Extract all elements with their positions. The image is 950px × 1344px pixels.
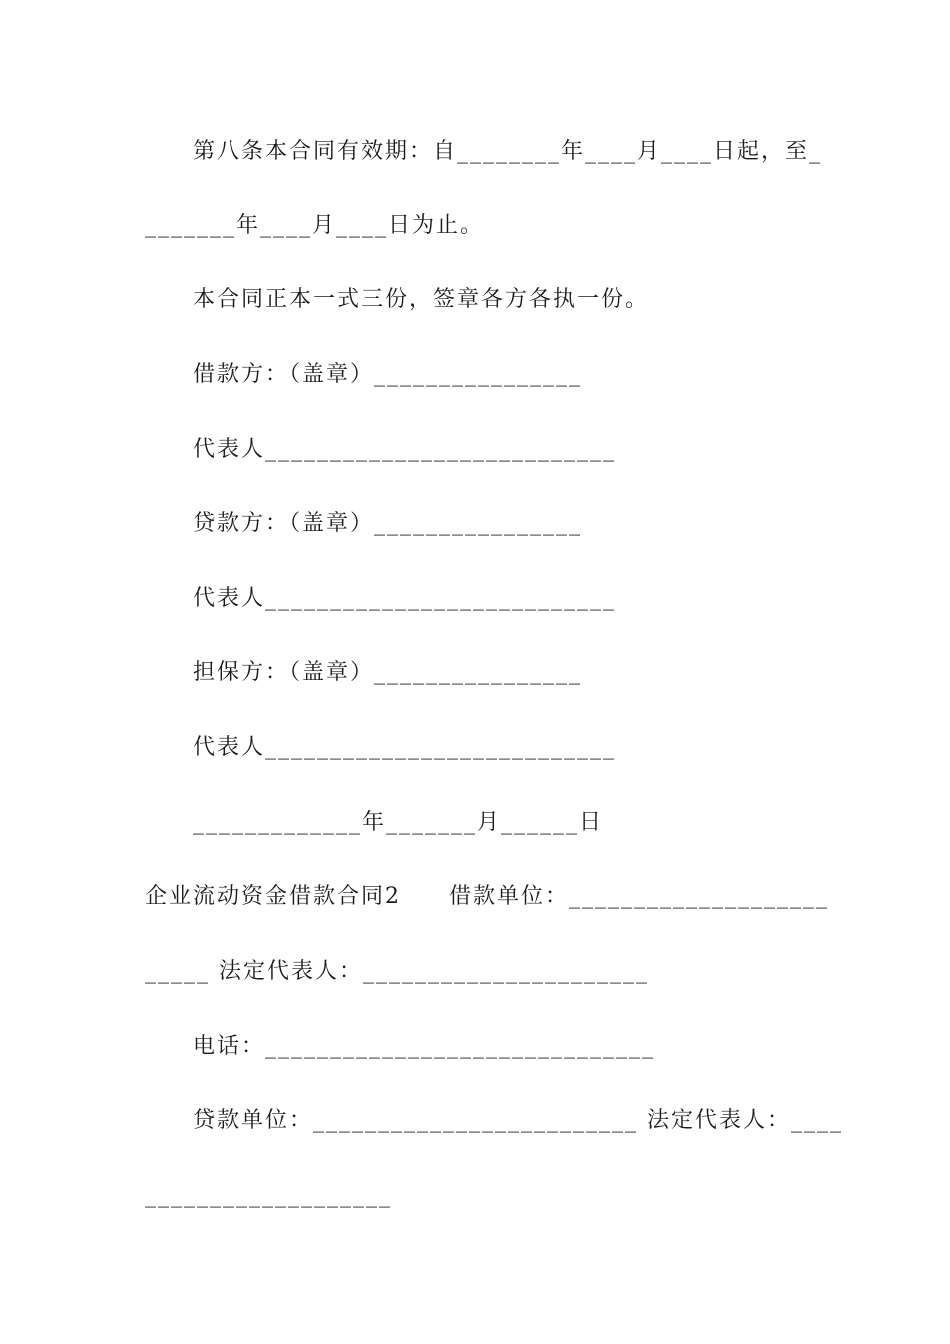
contract-2-title-borrower-unit: 企业流动资金借款合同2 借款单位：____________________ bbox=[145, 884, 829, 909]
lender-representative-line: 代表人___________________________ bbox=[193, 586, 617, 611]
lender-legal-rep-continuation: ___________________ bbox=[145, 1183, 392, 1208]
signing-date-line: _____________年_______月______日 bbox=[193, 810, 604, 835]
guarantor-seal-line: 担保方：（盖章）________________ bbox=[193, 660, 583, 685]
lender-unit-legal-rep-line: 贷款单位：_________________________ 法定代表人：____ bbox=[193, 1108, 843, 1133]
copies-statement: 本合同正本一式三份，签章各方各执一份。 bbox=[193, 287, 650, 312]
lender-seal-line: 贷款方：（盖章）________________ bbox=[193, 511, 583, 536]
borrower-representative-line: 代表人___________________________ bbox=[193, 437, 617, 462]
phone-line: 电话：______________________________ bbox=[193, 1034, 656, 1059]
clause-8-validity-line2: _______年____月____日为止。 bbox=[145, 213, 485, 238]
guarantor-representative-line: 代表人___________________________ bbox=[193, 735, 617, 760]
borrower-legal-rep-line: _____ 法定代表人：______________________ bbox=[145, 959, 649, 984]
borrower-seal-line: 借款方：（盖章）________________ bbox=[193, 362, 583, 387]
clause-8-validity-line1: 第八条本合同有效期：自________年____月____日起，至_ bbox=[193, 139, 823, 164]
